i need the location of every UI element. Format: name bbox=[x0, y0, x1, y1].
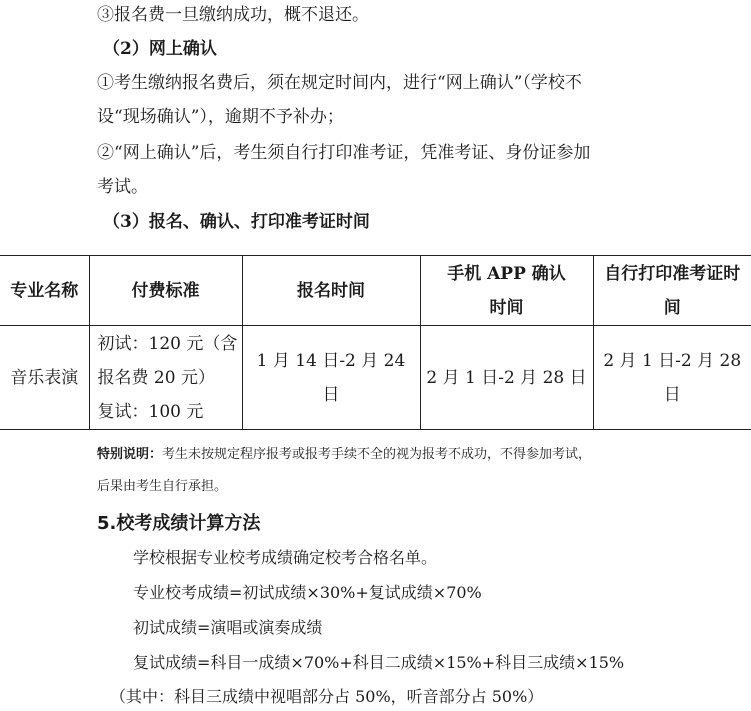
cell-major: 音乐表演 bbox=[0, 326, 89, 430]
section-5-line-5: （其中：科目三成绩中视唱部分占 50%，听音部分占 50%） bbox=[110, 687, 544, 706]
header-fee: 付费标准 bbox=[89, 256, 242, 326]
cell-app-confirm-time: 2 月 1 日-2 月 28 日 bbox=[420, 326, 593, 430]
cell-registration-time: 1 月 14 日-2 月 24 日 bbox=[242, 326, 420, 430]
header-print-line-2: 间 bbox=[663, 297, 681, 318]
section-5-line-3: 初试成绩=演唱或演奏成绩 bbox=[133, 618, 323, 637]
online-rule-1-line-1: ①考生缴纳报名费后，须在规定时间内，进行“网上确认”（学校不 bbox=[97, 73, 582, 93]
cell-fee-line-3: 复试：100 元 bbox=[97, 401, 204, 422]
special-note-label: 特别说明： bbox=[97, 447, 163, 462]
header-app-confirm-line-1: 手机 APP 确认 bbox=[447, 263, 566, 284]
cell-print-time: 2 月 1 日-2 月 28 日 bbox=[593, 326, 751, 430]
header-print-time bbox=[593, 256, 751, 326]
section-5-line-1: 学校根据专业校考成绩确定校考合格名单。 bbox=[133, 548, 438, 567]
online-confirm-heading: （2）网上确认 bbox=[103, 39, 217, 59]
cell-fee-line-2: 报名费 20 元） bbox=[97, 367, 215, 388]
special-note-line-2: 后果由考生自行承担。 bbox=[97, 479, 228, 494]
cell-fee-line-1: 初试：120 元（含 bbox=[97, 333, 238, 354]
section-5-heading: 5.校考成绩计算方法 bbox=[97, 513, 261, 534]
table-row bbox=[0, 326, 751, 430]
header-registration-time: 报名时间 bbox=[242, 256, 420, 326]
time-heading: （3）报名、确认、打印准考证时间 bbox=[103, 212, 370, 232]
section-5-line-4: 复试成绩=科目一成绩×70%+科目二成绩×15%+科目三成绩×15% bbox=[133, 653, 625, 672]
header-app-confirm-line-2: 时间 bbox=[489, 297, 524, 318]
header-major: 专业名称 bbox=[0, 256, 89, 326]
cell-fee bbox=[89, 326, 242, 430]
fee-rule-3: ③报名费一旦缴纳成功，概不退还。 bbox=[97, 5, 369, 25]
online-rule-2-line-1: ②“网上确认”后，考生须自行打印准考证，凭准考证、身份证参加 bbox=[97, 143, 591, 163]
special-note-text: 考生未按规定程序报考或报考手续不全的视为报考不成功，不得参加考试， bbox=[162, 447, 592, 462]
online-rule-2-line-2: 考试。 bbox=[97, 177, 148, 197]
section-5-line-2: 专业校考成绩=初试成绩×30%+复试成绩×70% bbox=[133, 583, 482, 602]
online-rule-1-line-2: 设“现场确认”），逾期不予补办； bbox=[97, 107, 344, 127]
special-note-line-1 bbox=[97, 446, 591, 464]
header-print-line-1: 自行打印准考证时 bbox=[604, 263, 741, 284]
table-header-row bbox=[0, 256, 751, 326]
registration-table bbox=[0, 255, 751, 430]
header-app-confirm-time bbox=[420, 256, 593, 326]
